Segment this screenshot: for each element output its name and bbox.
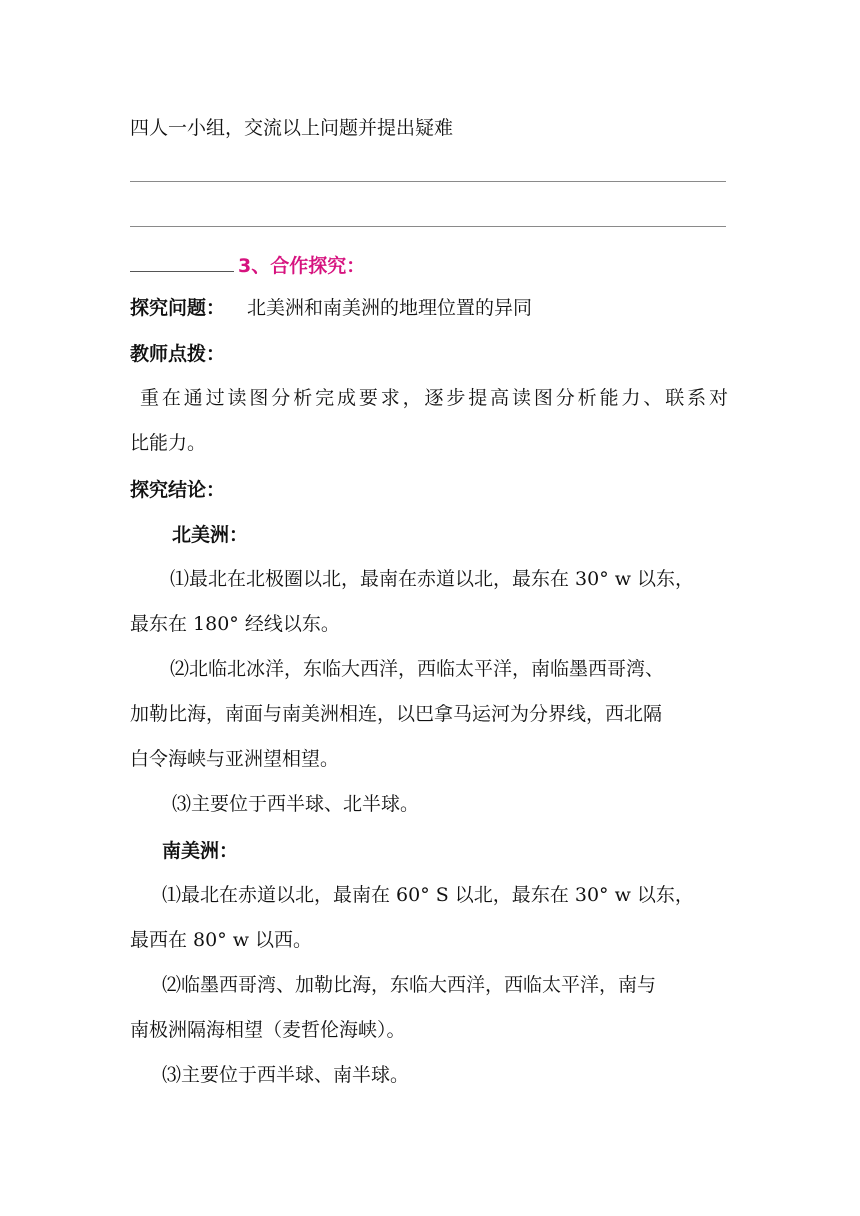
question-text: 北美洲和南美洲的地理位置的异同	[247, 297, 533, 319]
north-america-p1-line-2: 最东在 180° 经线以东。	[130, 613, 340, 635]
north-america-p3: ⑶主要位于西半球、北半球。	[172, 793, 420, 815]
south-america-p3: ⑶主要位于西半球、南半球。	[162, 1064, 410, 1086]
section-title: 3、合作探究：	[238, 255, 366, 277]
conclusion-label: 探究结论：	[130, 479, 226, 501]
section-heading	[130, 252, 730, 278]
teacher-text-line-1	[140, 386, 728, 410]
north-america-p2-line-3: 白令海峡与亚洲望相望。	[130, 748, 340, 770]
south-america-p1-line-1: ⑴最北在赤道以北，最南在 60° S 以北，最东在 30° w 以东，	[162, 884, 694, 906]
south-america-title: 南美洲：	[162, 840, 239, 862]
north-america-p2-line-2: 加勒比海，南面与南美洲相连，以巴拿马运河为分界线，西北隔	[130, 703, 663, 725]
south-america-p2-line-1: ⑵临墨西哥湾、加勒比海，东临大西洋，西临太平洋，南与	[162, 974, 657, 996]
intro-text: 四人一小组，交流以上问题并提出疑难	[130, 117, 454, 139]
north-america-title: 北美洲：	[172, 524, 249, 546]
question-row	[130, 296, 730, 320]
answer-line-2	[130, 226, 726, 227]
teacher-label: 教师点拨：	[130, 343, 226, 365]
heading-blank-line	[130, 252, 234, 272]
teacher-text-1: 重在通过读图分析完成要求，逐步提高读图分析能力、联系对	[140, 387, 728, 409]
north-america-p2-line-1: ⑵北临北冰洋，东临大西洋，西临太平洋，南临墨西哥湾、	[170, 658, 665, 680]
question-label: 探究问题：	[130, 297, 226, 319]
north-america-p1-line-1: ⑴最北在北极圈以北，最南在赤道以北，最东在 30° w 以东，	[170, 568, 695, 590]
answer-line-1	[130, 181, 726, 182]
teacher-text-line-2: 比能力。	[130, 432, 207, 454]
south-america-p1-line-2: 最西在 80° w 以西。	[130, 929, 313, 951]
south-america-p2-line-2: 南极洲隔海相望（麦哲伦海峡）。	[130, 1019, 406, 1041]
